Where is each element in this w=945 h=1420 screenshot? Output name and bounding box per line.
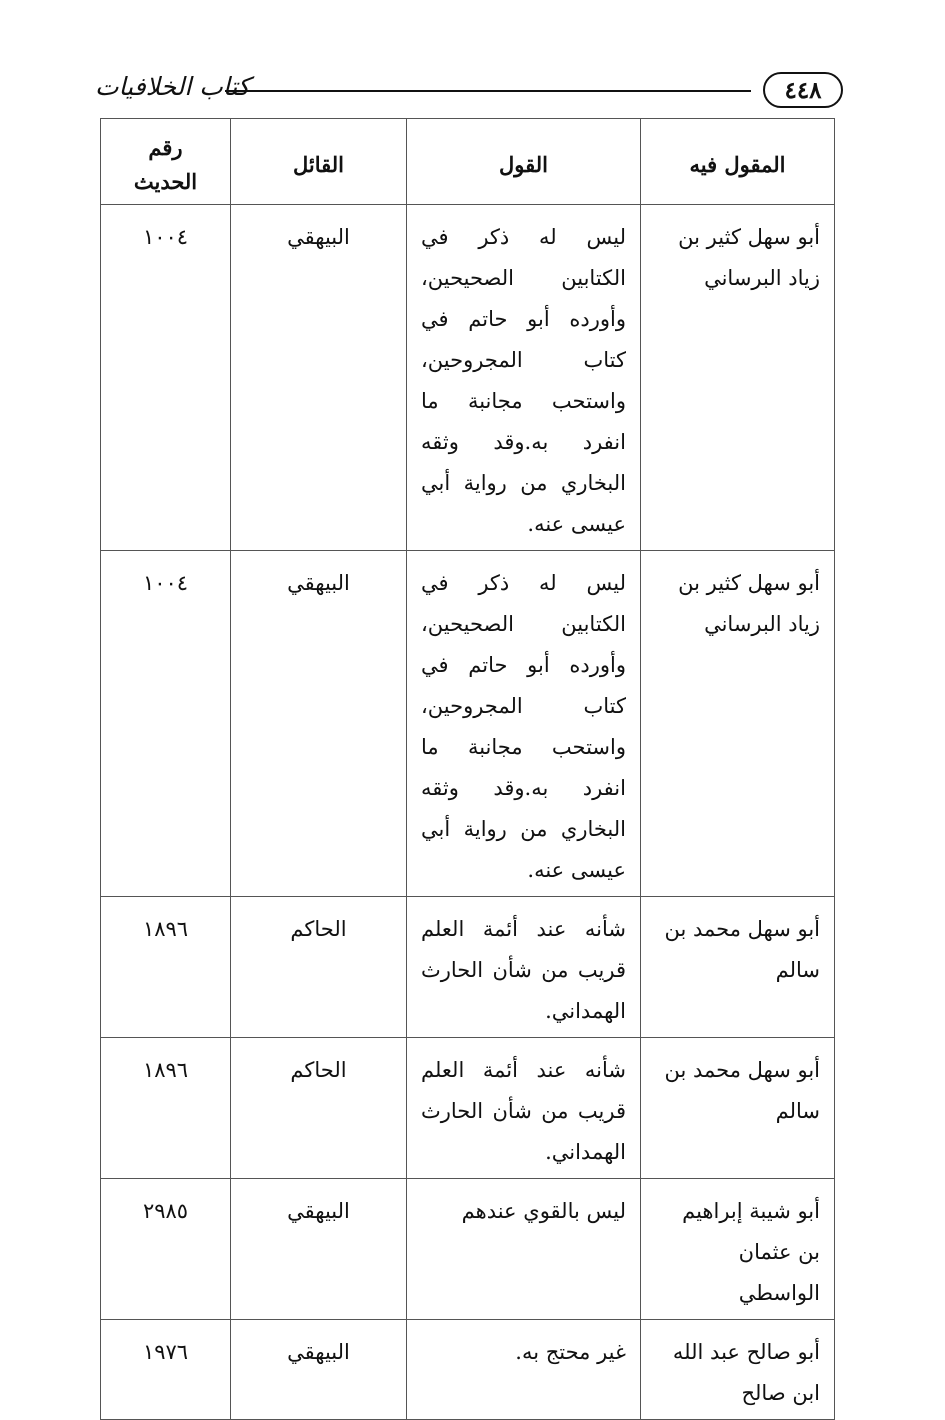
cell-speaker: البيهقي [231,1320,407,1420]
cell-subject: أبو صالح عبد الله ابن صالح [641,1320,835,1420]
cell-saying: شأنه عند أئمة العلم قريب من شأن الحارث الهمداني. [407,1038,641,1179]
cell-speaker: البيهقي [231,1179,407,1320]
table-row [101,897,835,1038]
cell-hadith-number: ٢٩٨٥ [101,1179,231,1320]
cell-subject: أبو سهل محمد بن سالم [641,1038,835,1179]
table-row [101,205,835,551]
page-header [95,62,843,114]
cell-speaker: البيهقي [231,551,407,897]
cell-hadith-number: ١٩٧٦ [101,1320,231,1420]
book-title: كتاب الخلافيات [95,72,250,101]
cell-saying: ليس بالقوي عندهم [407,1179,641,1320]
narrators-table [100,118,835,1420]
column-header-speaker: القائل [231,119,407,205]
cell-speaker: الحاكم [231,897,407,1038]
cell-subject: أبو سهل كثير بن زياد البرساني [641,205,835,551]
cell-saying: ليس له ذكر في الكتابين الصحيحين، وأورده أبو حاتم في كتاب المجروحين، واستحب مجانبة ما انفرد به.وقد وثقه البخاري من رواية أبي عيسى عنه. [407,551,641,897]
cell-speaker: الحاكم [231,1038,407,1179]
column-header-saying: القول [407,119,641,205]
cell-hadith-number: ١٠٠٤ [101,551,231,897]
table-row [101,551,835,897]
cell-saying: شأنه عند أئمة العلم قريب من شأن الحارث الهمداني. [407,897,641,1038]
table-row [101,1038,835,1179]
cell-subject: أبو شيبة إبراهيم بن عثمان الواسطي [641,1179,835,1320]
cell-hadith-number: ١٨٩٦ [101,897,231,1038]
cell-hadith-number: ١٠٠٤ [101,205,231,551]
table-row [101,1320,835,1420]
cell-speaker: البيهقي [231,205,407,551]
cell-subject: أبو سهل كثير بن زياد البرساني [641,551,835,897]
table-row [101,1179,835,1320]
cell-hadith-number: ١٨٩٦ [101,1038,231,1179]
column-header-subject: المقول فيه [641,119,835,205]
column-header-hadith-number: رقم الحديث [101,119,231,205]
cell-subject: أبو سهل محمد بن سالم [641,897,835,1038]
page-number: ٤٤٨ [763,72,843,108]
table-header-row [101,119,835,205]
cell-saying: ليس له ذكر في الكتابين الصحيحين، وأورده أبو حاتم في كتاب المجروحين، واستحب مجانبة ما انفرد به.وقد وثقه البخاري من رواية أبي عيسى عنه. [407,205,641,551]
header-rule [225,90,751,92]
cell-saying: غير محتج به. [407,1320,641,1420]
